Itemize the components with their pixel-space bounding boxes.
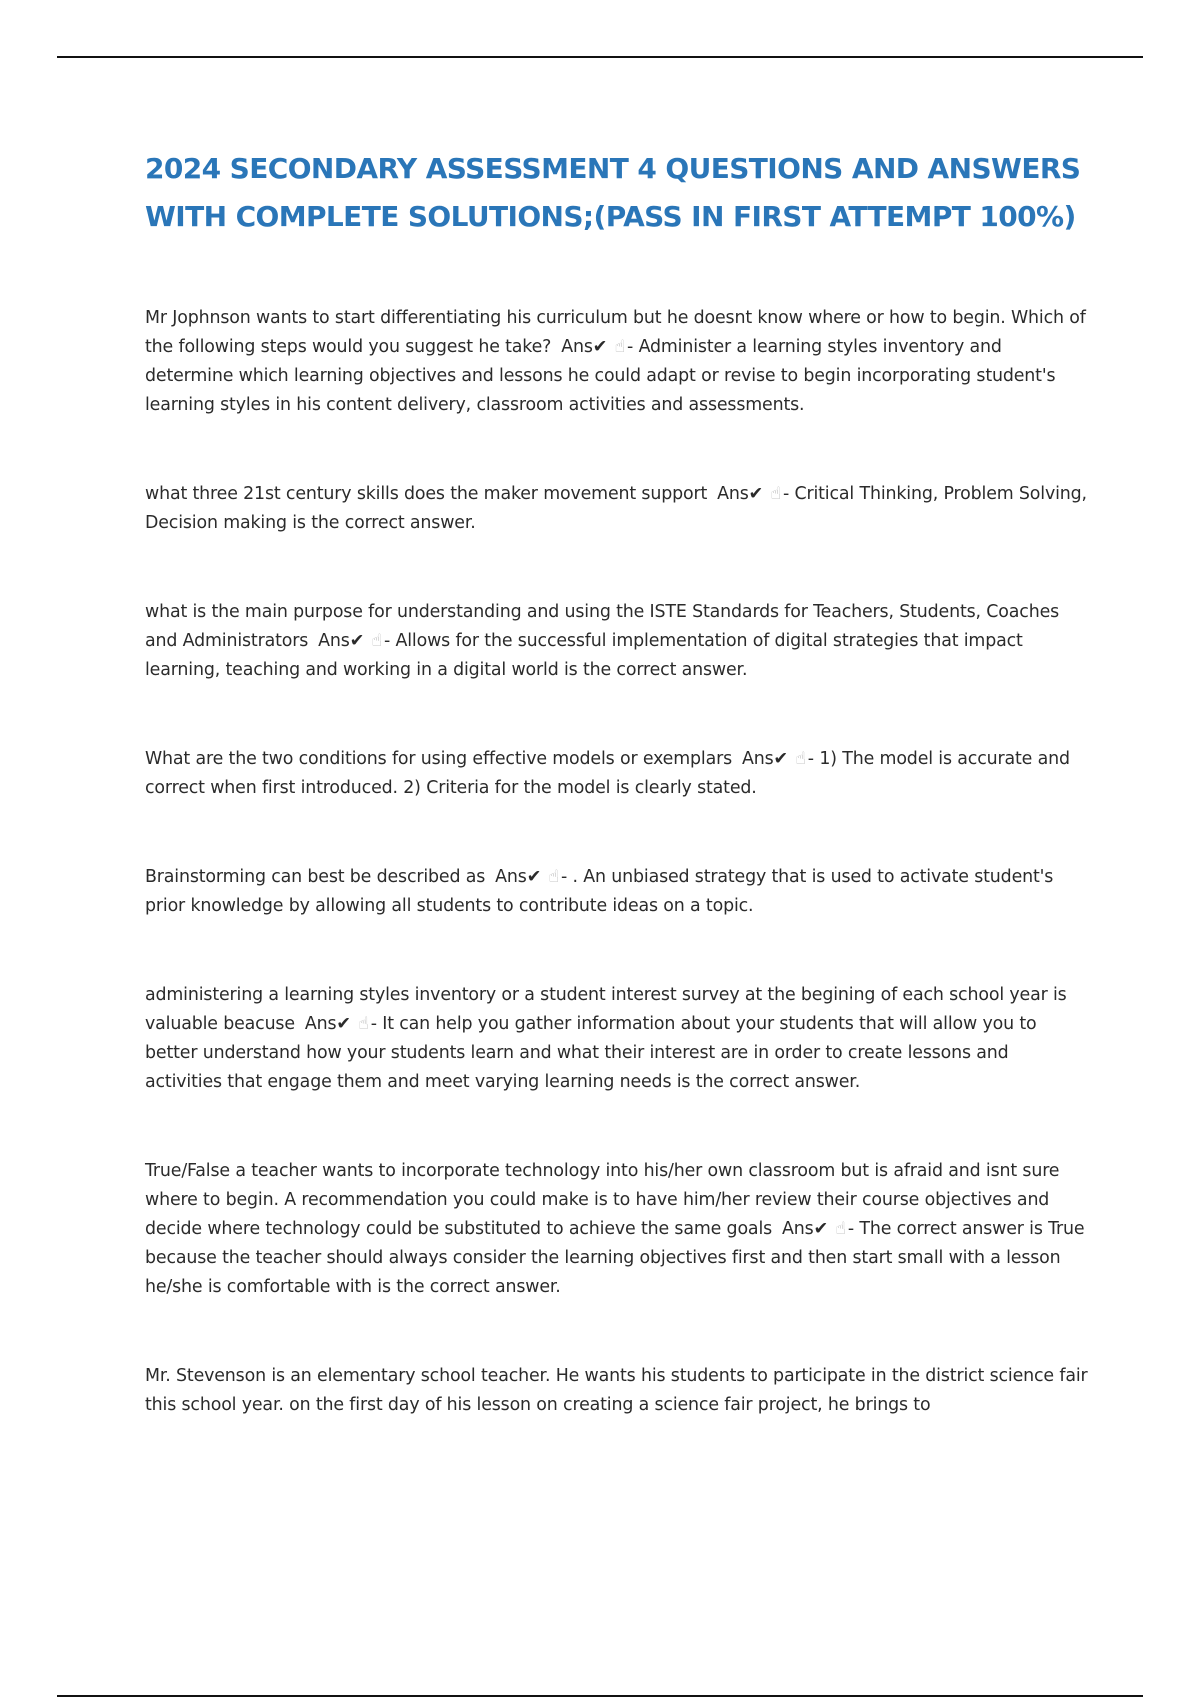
qa-item [145,598,1090,685]
qa-item [145,745,1090,803]
pointing-hand-icon: ☝ [548,867,559,887]
pointing-hand-icon: ☝ [358,1014,369,1034]
answer-dash: - [627,337,634,357]
qa-item [145,304,1090,420]
answer-text: It can help you gather information about your students that will allow you to better understand how your students learn and what their interest are in order to create lessons and activities that engage them and meet varying learning needs is the correct answer. [145,1014,1037,1092]
question-text: Brainstorming can best be described as [145,867,486,887]
answer-text: Critical Thinking, Problem Solving, Decision making is the correct answer. [145,484,1087,533]
answer-text: Administer a learning styles inventory and determine which learning objectives and lessons he could adapt or revise to begin incorporating student's learning styles in his content delivery, classroom activities and assessments. [145,337,1056,415]
answer-text: Allows for the successful implementation of digital strategies that impact learning, teaching and working in a digital world is the correct answer. [145,631,1023,680]
pointing-hand-icon: ☝ [795,749,806,769]
qa-item [145,1157,1090,1302]
answer-dash: - [383,631,391,651]
bottom-rule [57,1695,1143,1697]
pointing-hand-icon: ☝ [371,631,382,651]
pointing-hand-icon: ☝ [614,337,626,357]
answer-label: Ans✔ [742,749,788,769]
answer-dash: - [560,867,568,887]
pointing-hand-icon: ☝ [835,1219,846,1239]
qa-list [145,304,1090,1420]
answer-label: Ans✔ [318,631,365,651]
document-title: 2024 SECONDARY ASSESSMENT 4 QUESTIONS AND ANSWERS WITH COMPLETE SOLUTIONS;(PASS IN FIRST ATTEMPT 100%) [145,152,1081,233]
qa-item [145,981,1090,1097]
question-text: Mr Jophnson wants to start differentiating his curriculum but he doesnt know where or how to begin. Which of the following steps would you suggest he take? [145,308,1086,357]
qa-item [145,1362,1090,1420]
document-body [145,145,1090,1480]
answer-text: 1) The model is accurate and correct when first introduced. 2) Criteria for the model is clearly stated. [145,749,1070,798]
question-text: Mr. Stevenson is an elementary school teacher. He wants his students to participate in the district science fair this school year. on the first day of his lesson on creating a science fair project, he brings to [145,1366,1088,1415]
answer-label: Ans✔ [495,867,542,887]
answer-label: Ans✔ [717,484,764,504]
question-text: True/False a teacher wants to incorporate technology into his/her own classroom but is afraid and isnt sure where to begin. A recommendation you could make is to have him/her review their course objectives and decide where technology could be substituted to achieve the same goals [145,1161,1060,1239]
top-rule [57,56,1143,58]
answer-label: Ans✔ [782,1219,828,1239]
answer-label: Ans✔ [561,337,608,357]
question-text: what is the main purpose for understanding and using the ISTE Standards for Teachers, Students, Coaches and Administrators [145,602,1060,651]
answer-label: Ans✔ [304,1014,351,1034]
qa-item [145,863,1090,921]
answer-text: . An unbiased strategy that is used to activate student's prior knowledge by allowing all students to contribute ideas on a topic. [145,867,1054,916]
pointing-hand-icon: ☝ [770,484,781,504]
answer-text: The correct answer is True because the teacher should always consider the learning objectives first and then start small with a lesson he/she is comfortable with is the correct answer. [145,1219,1085,1297]
question-text: what three 21st century skills does the maker movement support [145,484,708,504]
answer-dash: - [782,484,790,504]
answer-dash: - [370,1014,377,1034]
answer-dash: - [847,1219,854,1239]
question-text: administering a learning styles inventory or a student interest survey at the begining of each school year is valuable beacuse [145,985,1067,1034]
question-text: What are the two conditions for using effective models or exemplars [145,749,732,769]
answer-dash: - [807,749,814,769]
qa-item [145,480,1090,538]
